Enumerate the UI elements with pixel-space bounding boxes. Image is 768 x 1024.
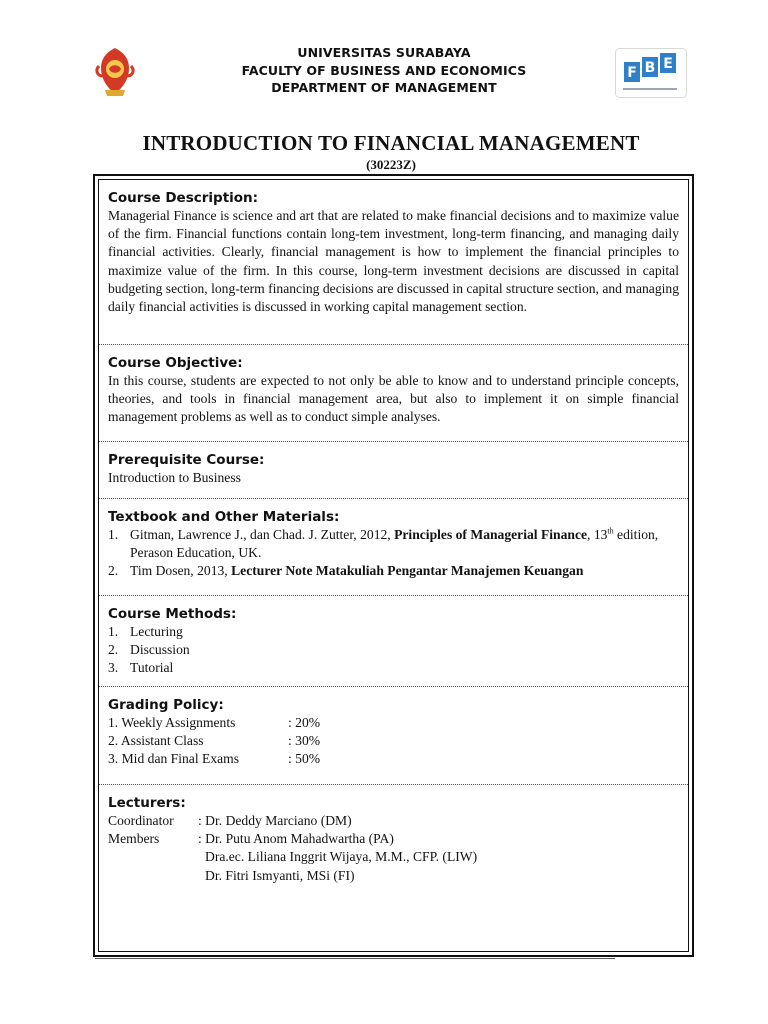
- faculty-name: FACULTY OF BUSINESS AND ECONOMICS: [241, 62, 527, 78]
- section-heading: Grading Policy:: [108, 697, 224, 713]
- grading-label: 1. Weekly Assignments: [108, 715, 236, 730]
- svg-text:E: E: [663, 56, 673, 72]
- course-description-text: Managerial Finance is science and art that are related to make financial decisions and to maximize value of the firm. Financial functions contain long-tem investment, long-term financing, and managing daily financial activities. Clearly, financial management is how to implement the financial principles to maximize value of the firm. In this course, long-term investment decisions are discussed in capital budgeting section, long-term financing decisions are discussed in capital structure section, and managing daily financial activities is discussed in working capital management section.: [108, 208, 679, 315]
- list-number: 1.: [108, 624, 119, 639]
- lecturer-note-authors: Tim Dosen, 2013,: [130, 563, 232, 579]
- grading-row: [108, 750, 679, 768]
- members-label: Members: [108, 831, 160, 847]
- method-text: Discussion: [130, 642, 190, 658]
- list-item: [108, 562, 679, 580]
- section-heading: Prerequisite Course:: [108, 452, 265, 468]
- list-number: 2.: [108, 642, 119, 658]
- grading-row: [108, 714, 679, 732]
- course-methods-section: [99, 596, 688, 687]
- course-title: INTRODUCTION TO FINANCIAL MANAGEMENT: [142, 131, 640, 155]
- section-heading: Course Description:: [108, 190, 259, 206]
- svg-text:F: F: [627, 65, 637, 81]
- prerequisite-section: [99, 442, 688, 499]
- edition-suffix: th: [607, 526, 614, 536]
- member-name: : Dr. Putu Anom Mahadwartha (PA): [198, 831, 394, 847]
- list-item: [108, 641, 679, 659]
- members-row: [108, 867, 679, 885]
- grading-label: 2. Assistant Class: [108, 733, 204, 749]
- list-number: 2.: [108, 563, 119, 579]
- section-heading: Textbook and Other Materials:: [108, 509, 340, 525]
- grading-label: 3. Mid dan Final Exams: [108, 751, 240, 767]
- members-row: [108, 848, 679, 866]
- lecturers-section: [99, 785, 688, 945]
- grading-value: : 30%: [288, 733, 321, 749]
- grading-value: : 20%: [288, 715, 321, 730]
- list-number: 1.: [108, 527, 119, 542]
- list-item: [108, 659, 679, 677]
- section-heading: Course Objective:: [108, 355, 243, 371]
- list-number: 3.: [108, 660, 119, 676]
- member-name: Dr. Fitri Ismyanti, MSi (FI): [205, 867, 355, 883]
- fbe-logo: [615, 48, 687, 98]
- method-text: Lecturing: [130, 624, 183, 639]
- course-objective-text: In this course, students are expected to not only be able to know and to understand principle concepts, theories, and tools in financial management area, but also to implement it on simple financial management problems as well as to conduct simple analyses.: [108, 373, 679, 425]
- lecturer-note-title: Lecturer Note Matakuliah Pengantar Manajemen Keuangan: [231, 563, 584, 579]
- svg-text:B: B: [644, 60, 656, 76]
- textbook-list: [108, 526, 679, 581]
- textbook-publisher: edition, Perason Education, UK.: [130, 527, 659, 561]
- textbook-edition: , 13: [587, 527, 608, 542]
- syllabus-content: [99, 180, 688, 945]
- textbook-authors: Gitman, Lawrence J., dan Chad. J. Zutter, 2012,: [130, 527, 395, 542]
- method-text: Tutorial: [130, 660, 174, 676]
- grading-policy-section: [99, 687, 688, 785]
- methods-list: [108, 623, 679, 678]
- coordinator-name: : Dr. Deddy Marciano (DM): [198, 813, 352, 828]
- section-heading: Course Methods:: [108, 606, 237, 622]
- member-name: Dra.ec. Liliana Inggrit Wijaya, M.M., CFP. (LIW): [205, 849, 478, 865]
- list-item: [108, 623, 679, 641]
- prerequisite-text: Introduction to Business: [108, 470, 241, 485]
- grading-value: : 50%: [288, 751, 321, 767]
- course-code: (30223Z): [366, 157, 416, 172]
- members-row: [108, 830, 679, 848]
- coordinator-row: [108, 812, 679, 830]
- department-name: DEPARTMENT OF MANAGEMENT: [271, 80, 497, 95]
- coordinator-label: Coordinator: [108, 813, 174, 828]
- list-item: [108, 526, 679, 562]
- course-description-section: [99, 180, 688, 345]
- textbook-section: [99, 499, 688, 596]
- course-objective-section: [99, 345, 688, 442]
- grading-row: [108, 732, 679, 750]
- textbook-title: Principles of Managerial Finance: [394, 527, 588, 542]
- university-name: UNIVERSITAS SURABAYA: [297, 45, 471, 60]
- bottom-rule: [95, 958, 615, 959]
- section-heading: Lecturers:: [108, 795, 186, 811]
